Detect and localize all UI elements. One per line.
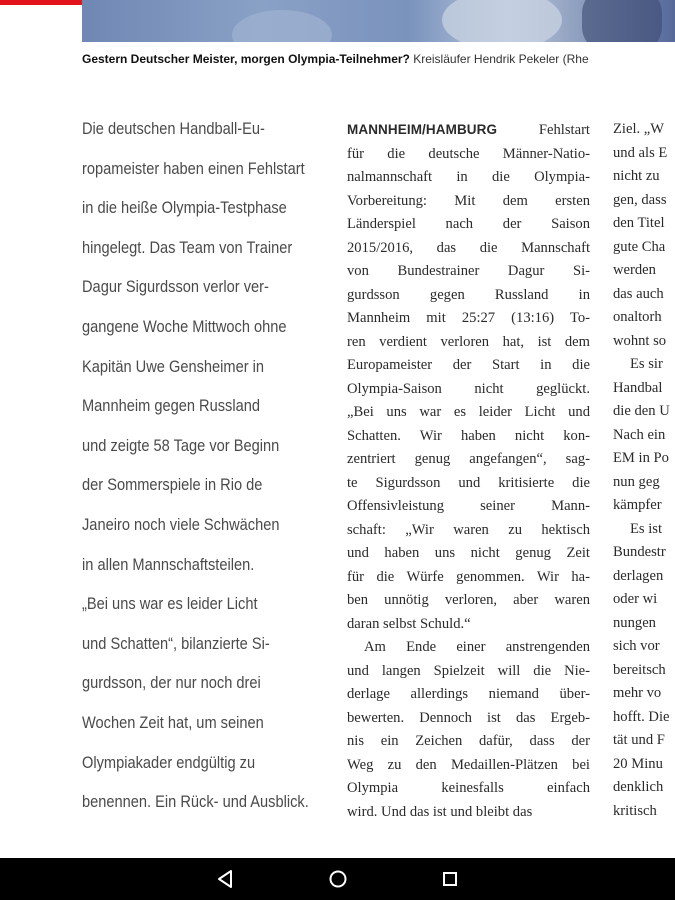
- column-line: nun geg: [613, 473, 660, 490]
- column-line: das auch: [613, 285, 664, 302]
- back-button[interactable]: [196, 858, 256, 900]
- lead-line: und zeigte 58 Tage vor Beginn: [82, 435, 280, 455]
- lead-line: Mannheim gegen Russland: [82, 396, 260, 416]
- column-line: schaft: „Wir waren zu hektisch: [347, 521, 590, 538]
- article-column-1: [347, 118, 590, 824]
- column-line: den Titel: [613, 215, 665, 231]
- column-line: Offensivleistung seiner Mann-: [347, 498, 590, 514]
- column-line: Bundestr: [613, 544, 666, 560]
- lead-line: und Schatten“, bilanzierte Si-: [82, 633, 270, 653]
- article-column-2: [613, 118, 675, 823]
- column-line: Es sir: [630, 356, 663, 372]
- lead-line: benennen. Ein Rück- und Ausblick.: [82, 792, 309, 812]
- column-line: kritisch: [613, 802, 657, 819]
- lead-line: gangene Woche Mittwoch ohne: [82, 316, 287, 336]
- column-line: Handbal: [613, 379, 663, 396]
- lead-line: gurdsson, der nur noch drei: [82, 673, 261, 693]
- column-line: daran selbst Schuld.“: [347, 615, 471, 632]
- column-line: oder wi: [613, 591, 658, 607]
- column-line: Weg zu den Medaillen-Plätzen bei: [347, 756, 590, 773]
- article-lead: [82, 109, 309, 822]
- recent-apps-button[interactable]: [420, 858, 480, 900]
- column-line: für die Würfe genommen. Wir ha-: [347, 568, 590, 585]
- column-line: hofft. Die: [613, 708, 670, 725]
- lead-line: der Sommerspiele in Rio de: [82, 475, 263, 495]
- photo-caption: [82, 52, 675, 66]
- lead-line: „Bei uns war es leider Licht: [82, 594, 258, 614]
- column-line: tät und F: [613, 732, 665, 748]
- column-line: gute Cha: [613, 238, 666, 255]
- column-line: Europameister der Start in die: [347, 357, 590, 373]
- column-line: te Sigurdsson und kritisierte die: [347, 474, 590, 491]
- column-line: und langen Spielzeit will die Nie-: [347, 662, 590, 679]
- column-line: Nach ein: [613, 426, 666, 443]
- column-line: und als E: [613, 144, 668, 161]
- column-line: „Bei uns war es leider Licht und: [347, 404, 590, 420]
- column-line: MANNHEIM/HAMBURG Fehlstart: [347, 122, 590, 138]
- back-triangle-icon: [215, 868, 237, 890]
- recent-apps-square-icon: [439, 868, 461, 890]
- column-line: ben unnötig verloren, aber waren: [347, 592, 590, 608]
- column-line: Am Ende einer anstrengenden: [364, 639, 590, 655]
- column-line: Vorbereitung: Mit dem ersten: [347, 192, 590, 209]
- column-line: wohnt so: [613, 332, 667, 349]
- column-line: ren verdient verloren hat, ist dem: [347, 333, 590, 350]
- column-line: Mannheim mit 25:27 (13:16) To-: [347, 310, 590, 326]
- column-line: die den U: [613, 403, 670, 419]
- lead-line: Wochen Zeit hat, um seinen: [82, 712, 264, 732]
- column-line: nalmannschaft in die Olympia-: [347, 169, 590, 185]
- android-navigation-bar: [0, 858, 675, 900]
- column-line: und haben uns nicht genug Zeit: [347, 545, 590, 561]
- column-line: nungen: [613, 614, 656, 631]
- column-line: zentriert genug angefangen“, sag-: [347, 451, 590, 467]
- dateline: MANNHEIM/HAMBURG: [347, 122, 498, 137]
- column-line: Olympia keinesfalls einfach: [347, 780, 590, 796]
- column-line: Länderspiel nach der Saison: [347, 216, 590, 232]
- column-line: nis ein Zeichen dafür, dass der: [347, 733, 590, 749]
- column-line: nicht zu: [613, 168, 660, 184]
- article-photo[interactable]: [82, 0, 675, 42]
- lead-line: Die deutschen Handball-Eu-: [82, 119, 265, 138]
- column-line: derlagen: [613, 567, 664, 584]
- column-line: wird. Und das ist und bleibt das: [347, 803, 533, 820]
- column-line: bereitsch: [613, 661, 666, 678]
- caption-headline: Gestern Deutscher Meister, morgen Olympia-Teilnehmer?: [82, 52, 410, 66]
- column-line: von Bundestrainer Dagur Si-: [347, 263, 590, 279]
- column-line: Olympia-Saison nicht geglückt.: [347, 380, 590, 397]
- lead-line: hingelegt. Das Team von Trainer: [82, 237, 293, 257]
- column-line: für die deutsche Männer-Natio-: [347, 145, 590, 162]
- column-line: mehr vo: [613, 685, 662, 701]
- home-circle-icon: [327, 868, 349, 890]
- lead-line: Kapitän Uwe Gensheimer in: [82, 356, 265, 376]
- lead-line: in die heiße Olympia-Testphase: [82, 198, 287, 218]
- caption-text: Kreisläufer Hendrik Pekeler (Rhe: [413, 52, 589, 66]
- column-line: Schatten. Wir haben nicht kon-: [347, 427, 590, 444]
- column-line: bewerten. Dennoch ist das Ergeb-: [347, 709, 590, 726]
- column-line: sich vor: [613, 638, 660, 654]
- column-line: Es ist: [630, 520, 663, 537]
- home-button[interactable]: [308, 858, 368, 900]
- column-line: EM in Po: [613, 450, 669, 466]
- column-line: Ziel. „W: [613, 121, 665, 137]
- column-line: 20 Minu: [613, 755, 663, 772]
- column-line: derlage allerdings niemand über-: [347, 686, 590, 702]
- column-line: 2015/2016, das die Mannschaft: [347, 239, 590, 256]
- lead-line: ropameister haben einen Fehlstart: [82, 158, 305, 178]
- lead-line: Janeiro noch viele Schwächen: [82, 514, 280, 534]
- column-line: gurdsson gegen Russland in: [347, 286, 590, 303]
- column-line: gen, dass: [613, 191, 667, 208]
- column-line: denklich: [613, 779, 664, 795]
- lead-line: Olympiakader endgültig zu: [82, 752, 256, 772]
- lead-line: in allen Mannschaftsteilen.: [82, 554, 255, 574]
- column-line: kämpfer: [613, 497, 662, 513]
- column-line: werden: [613, 262, 656, 278]
- lead-line: Dagur Sigurdsson verlor ver-: [82, 277, 269, 297]
- column-line: onaltorh: [613, 309, 662, 325]
